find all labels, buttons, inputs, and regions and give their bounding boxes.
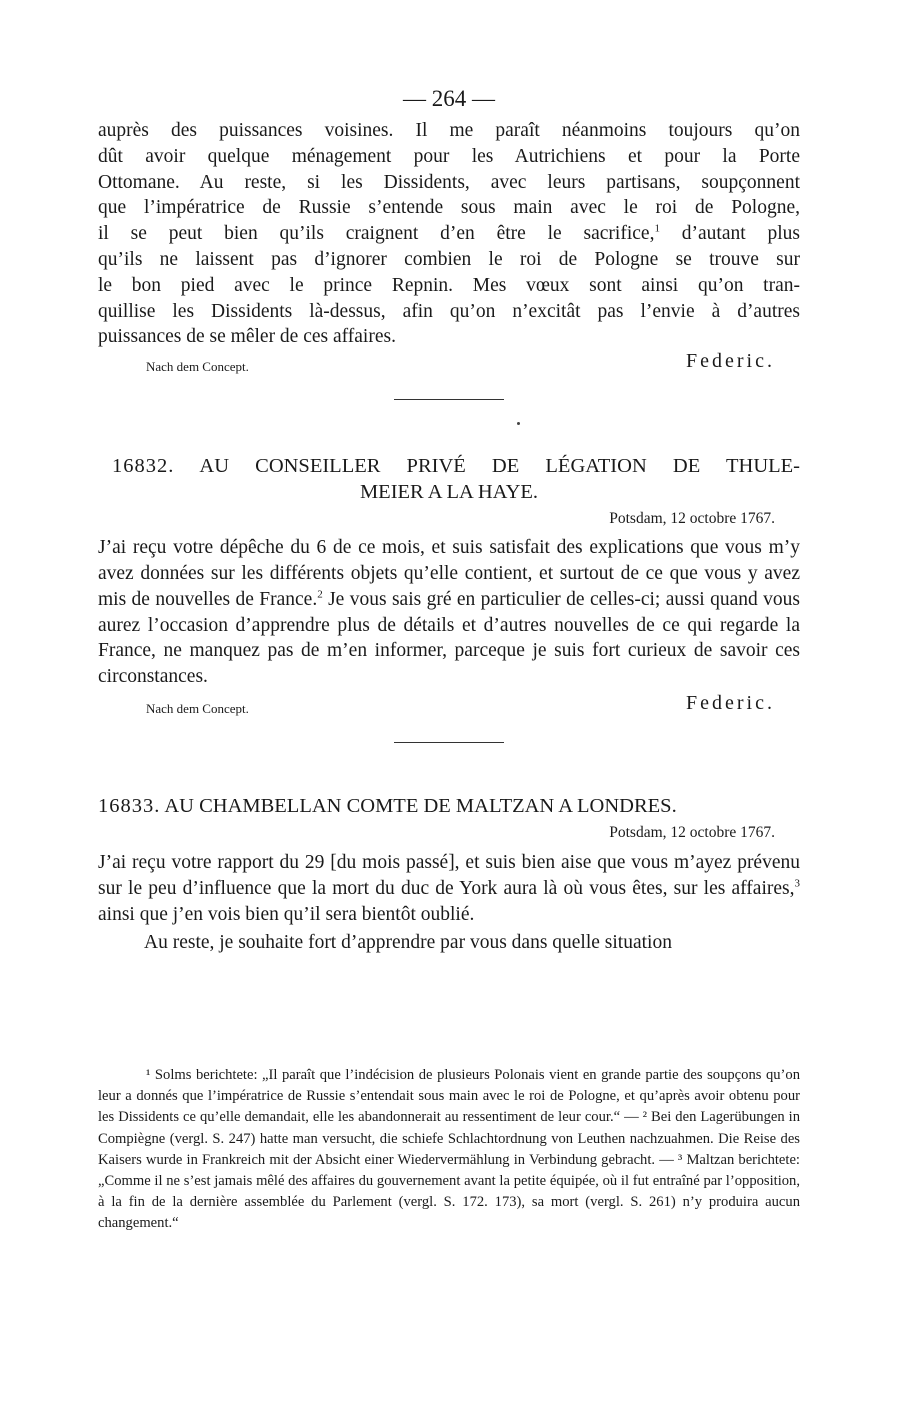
paragraph-continuation [98, 118, 800, 350]
signature-row [98, 350, 800, 378]
letter-number: 16832. [112, 455, 175, 478]
source-note: Nach dem Concept. [146, 700, 249, 716]
letter-16832 [98, 453, 800, 720]
text-fragment: d’autant plus [659, 223, 800, 245]
dateline: Potsdam, 12 octobre 1767. [609, 823, 775, 841]
footnote-mark: 2 [317, 588, 323, 601]
letter-heading-line-1: AU CONSEILLER PRIVÉ DE LÉGATION DE THULE- [174, 455, 800, 478]
ink-dot [517, 422, 520, 425]
footnote-mark: 3 [794, 877, 800, 890]
section-divider [394, 742, 504, 743]
letter-heading-line-2: MEIER A LA HAYE. [359, 481, 539, 504]
text-fragment: ainsi que j’en vois bien qu’il sera bientôt oublié. [98, 903, 475, 925]
text-line: auprès des puissances voisines. Il me paraît néanmoins toujours qu’on [98, 120, 800, 141]
text-line [98, 221, 800, 247]
text-fragment: J’ai reçu votre dépêche du 6 de ce mois, et suis satisfait des explications que vous m’y avez données sur les différents objets qu’elle contient, et surtout de ce que vous y avez mis de nouvelles de France. [98, 537, 800, 610]
letter-number: 16833. [98, 794, 161, 817]
letter-title [98, 793, 800, 819]
dateline: Potsdam, 12 octobre 1767. [609, 510, 775, 528]
footnotes [98, 1065, 800, 1235]
text-line: Ottomane. Au reste, si les Dissidents, avec leurs partisans, soupçonnent [98, 171, 800, 193]
text-fragment: il se peut bien qu’ils craignent d’en être le sacrifice, [98, 223, 655, 245]
footnote-mark: 1 [654, 222, 660, 235]
text-line: quillise les Dissidents là-dessus, afin qu’on n’excitât pas l’envie à d’autres [98, 300, 800, 322]
letter-body [98, 535, 800, 690]
page-number-header: — 264 — [403, 86, 495, 111]
section-divider [394, 399, 504, 400]
letter-title [98, 453, 800, 479]
letter-body-paragraph-2: Au reste, je souhaite fort d’apprendre par vous dans quelle situation [144, 932, 672, 954]
signature: Federic. [686, 691, 775, 714]
page-content [98, 82, 800, 956]
text-fragment: Je vous sais gré en particulier de celles-ci; aussi quand vous aurez l’occasion d’apprendre plus de détails et d’autres nouvelles de ce qui regarde la France, ne manquez pas de m’en informer, parceque je suis fort curieux de savoir ces circonstances. [98, 588, 800, 688]
text-fragment: J’ai reçu votre rapport du 29 [du mois passé], et suis bien aise que vous m’ayez prévenu sur le peu d’influence que la mort du duc de York aura là où vous êtes, sur les affaires, [98, 851, 800, 899]
letter-heading: AU CHAMBELLAN COMTE DE MALTZAN A LONDRES. [160, 794, 677, 817]
signature: Federic. [686, 350, 775, 373]
text-line: puissances de se mêler de ces affaires. [98, 326, 396, 348]
text-line: que l’impératrice de Russie s’entende sous main avec le roi de Pologne, [98, 197, 800, 219]
text-line: le bon pied avec le prince Repnin. Mes vœux sont ainsi qu’on tran- [98, 274, 800, 296]
footnote-text: ¹ Solms berichtete: „Il paraît que l’indécision de plusieurs Polonais vient en grande partie des soupçons qu’on leur a donnés que l’impératrice de Russie s’entendait sous main avec le roi de Pologne, et qu’après avoir obtenu pour les Dissidents ce qu’elle demandait, elle les abandonnerait au ressentiment de leur cour.“ — ² Bei den Lagerübungen in Compiègne (vergl. S. 247) hatte man versucht, die schiefe Schlachtordnung von Leuthen nachzuahmen. Die Reise des Kaisers wurde in Frankreich mit der Absicht einer Wiedervermählung in Verbindung gebracht. — ³ Maltzan berichtete: „Comme il ne s’est jamais mêlé des affaires du gouvernement avant la petite équipée, où il fut entraîné par l’opposition, à la fin de la dernière assemblée du Parlement (vergl. S. 172. 173), sa mort (vergl. S. 261) n’y produira aucun changement.“ [98, 1067, 800, 1232]
letter-body [98, 850, 800, 927]
letter-16833 [98, 793, 800, 956]
text-line: qu’ils ne laissent pas d’ignorer combien le roi de Pologne se trouve sur [98, 248, 800, 270]
signature-row [98, 692, 800, 720]
text-line: dût avoir quelque ménagement pour les Autrichiens et pour la Porte [98, 145, 800, 167]
source-note: Nach dem Concept. [146, 359, 249, 375]
